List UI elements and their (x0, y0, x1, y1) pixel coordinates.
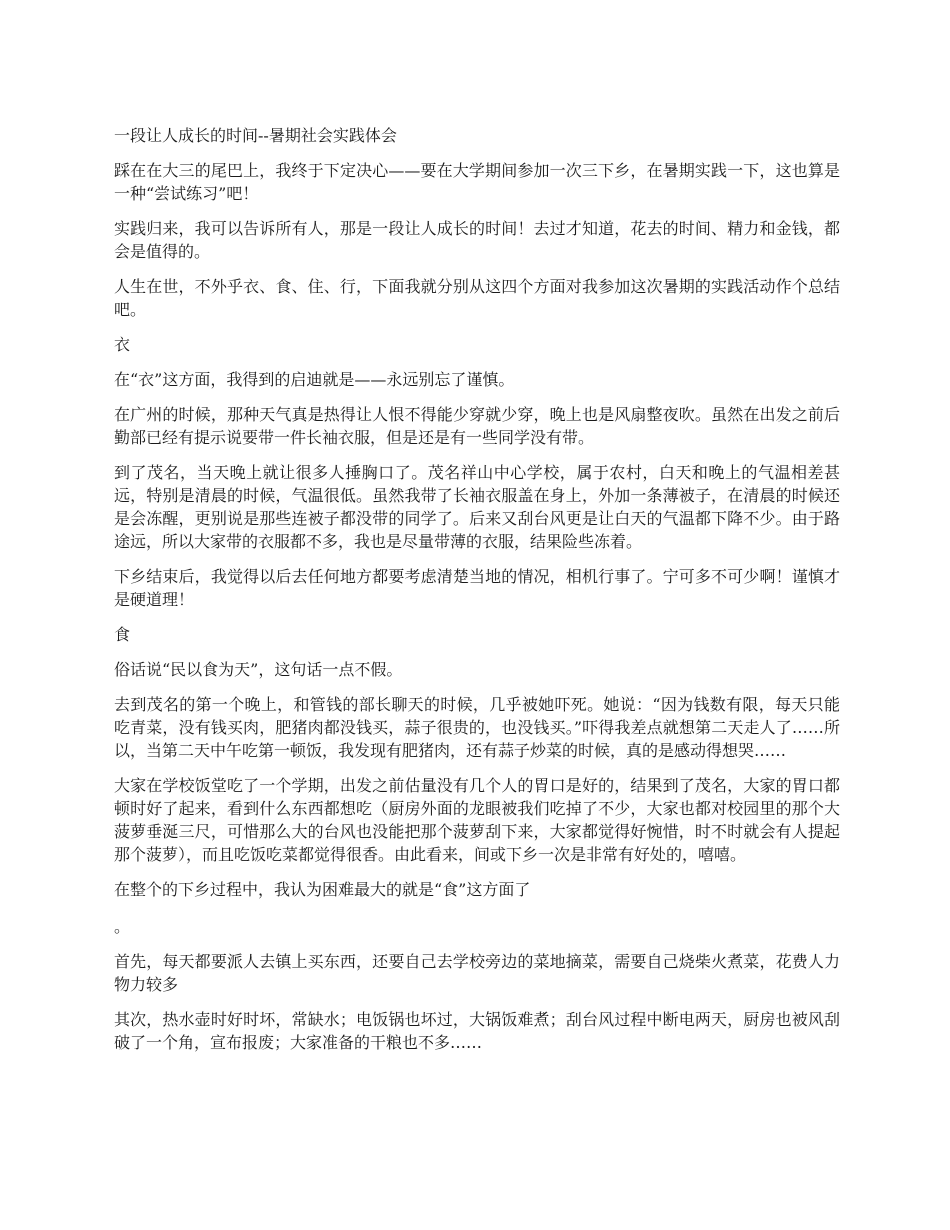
paragraph: 在整个的下乡过程中，我认为困难最大的就是“食”这方面了 (114, 880, 531, 899)
paragraph: 踩在在大三的尾巴上，我终于下定决心——要在大学期间参加一次三下乡，在暑期实践一下，这也算是一种“尝试练习”吧！ (114, 161, 840, 203)
paragraph: 。 (114, 917, 131, 936)
paragraph: 俗话说“民以食为天”，这句话一点不假。 (114, 660, 403, 679)
paragraph: 其次，热水壶时好时坏，常缺水；电饭锅也坏过，大锅饭难煮；刮台风过程中断电两天，厨房也被风刮破了一个角，宣布报废；大家准备的干粮也不多…… (114, 1010, 840, 1052)
section-heading-clothing: 衣 (114, 335, 131, 354)
paragraph: 在广州的时候，那种天气真是热得让人恨不得能少穿就少穿，晚上也是风扇整夜吹。虽然在出发之前后勤部已经有提示说要带一件长袖衣服，但是还是有一些同学没有带。 (114, 405, 840, 447)
paragraph: 去到茂名的第一个晚上，和管钱的部长聊天的时候，几乎被她吓死。她说：“因为钱数有限，每天只能吃青菜，没有钱买肉，肥猪肉都没钱买，蒜子很贵的，也没钱买。”吓得我差点就想第二天走人了……所以，当第二天中午吃第一顿饭，我发现有肥猪肉，还有蒜子炒菜的时候，真的是感动得想哭…… (114, 695, 840, 760)
paragraph: 人生在世，不外乎衣、食、住、行，下面我就分别从这四个方面对我参加这次暑期的实践活动作个总结吧。 (114, 277, 840, 319)
paragraph: 大家在学校饭堂吃了一个学期，出发之前估量没有几个人的胃口是好的，结果到了茂名，大家的胃口都顿时好了起来，看到什么东西都想吃（厨房外面的龙眼被我们吃掉了不少，大家也都对校园里的那个大菠萝垂涎三尺，可惜那么大的台风也没能把那个菠萝刮下来，大家都觉得好惋惜，时不时就会有人提起那个菠萝），而且吃饭吃菜都觉得很香。由此看来，间或下乡一次是非常有好处的，嘻嘻。 (114, 776, 840, 864)
section-heading-food: 食 (114, 625, 131, 644)
document-title: 一段让人成长的时间--暑期社会实践体会 (114, 126, 397, 145)
paragraph: 在“衣”这方面，我得到的启迪就是——永远别忘了谨慎。 (114, 370, 515, 389)
paragraph: 首先，每天都要派人去镇上买东西，还要自己去学校旁边的菜地摘菜，需要自己烧柴火煮菜，花费人力物力较多 (114, 952, 840, 994)
document-body (114, 124, 840, 1066)
paragraph: 到了茂名，当天晚上就让很多人捶胸口了。茂名祥山中心学校，属于农村，白天和晚上的气温相差甚远，特别是清晨的时候，气温很低。虽然我带了长袖衣服盖在身上，外加一条薄被子，在清晨的时候还是会冻醒，更别说是那些连被子都没带的同学了。后来又刮台风更是让白天的气温都下降不少。由于路途远，所以大家带的衣服都不多，我也是尽量带薄的衣服，结果险些冻着。 (114, 463, 840, 551)
paragraph: 实践归来，我可以告诉所有人，那是一段让人成长的时间！去过才知道，花去的时间、精力和金钱，都会是值得的。 (114, 219, 840, 261)
paragraph: 下乡结束后，我觉得以后去任何地方都要考虑清楚当地的情况，相机行事了。宁可多不可少啊！谨慎才是硬道理！ (114, 567, 840, 609)
